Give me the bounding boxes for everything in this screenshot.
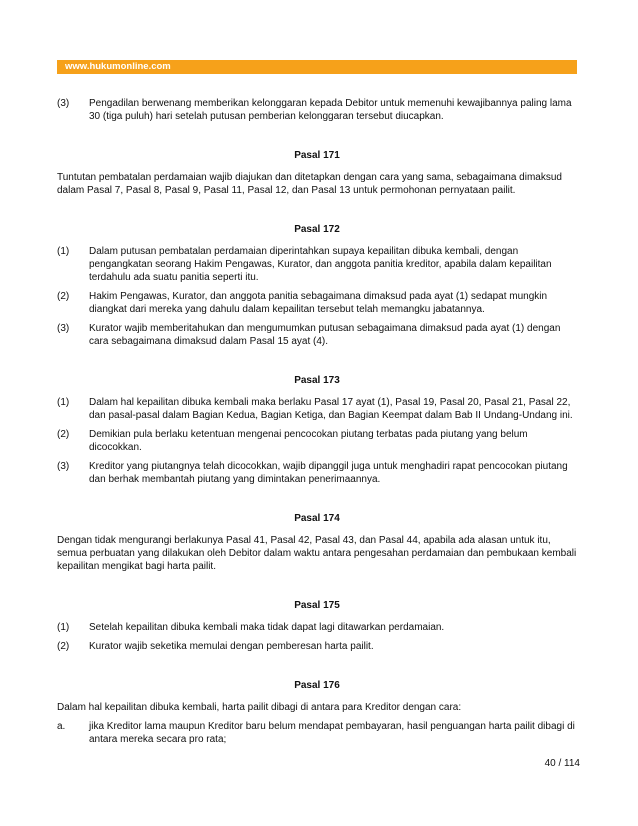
article-heading: Pasal 174 — [294, 513, 340, 524]
list-item — [57, 640, 577, 653]
item-number: (1) — [57, 246, 70, 257]
site-banner — [57, 60, 577, 74]
list-item — [57, 290, 577, 316]
article-heading: Pasal 175 — [294, 600, 340, 611]
item-text: Kreditor yang piutangnya telah dicocokkan, wajib dipanggil juga untuk menghadiri rapat pencocokan piutang dan berhak membantah piutang yang dimintakan penerimaannya. — [89, 461, 568, 485]
item-number: a. — [57, 721, 66, 732]
item-number: (3) — [57, 98, 70, 109]
list-item — [57, 245, 577, 284]
item-number: (2) — [57, 641, 70, 652]
item-number: (3) — [57, 461, 70, 472]
list-item — [57, 97, 577, 123]
paragraph: Dengan tidak mengurangi berlakunya Pasal 41, Pasal 42, Pasal 43, dan Pasal 44, apabila ada alasan untuk itu, semua perbuatan yang dilakukan oleh Debitor dalam waktu antara pengesahan perdamaian dan pembukaan kembali kepailitan mengikat bagi harta pailit. — [57, 535, 577, 572]
item-text: Kurator wajib memberitahukan dan mengumumkan putusan sebagaimana dimaksud pada ayat (1) dengan cara sebagaimana dimaksud dalam Pasal 15 ayat (4). — [89, 323, 561, 347]
article-heading: Pasal 176 — [294, 680, 340, 691]
item-text: Kurator wajib seketika memulai dengan pemberesan harta pailit. — [89, 641, 374, 652]
list-item — [57, 396, 577, 422]
article-heading: Pasal 171 — [294, 150, 340, 161]
item-number: (1) — [57, 397, 70, 408]
article-heading: Pasal 173 — [294, 375, 340, 386]
item-text: Pengadilan berwenang memberikan kelonggaran kepada Debitor untuk memenuhi kewajibannya paling lama 30 (tiga puluh) hari setelah putusan pemberian kelonggaran tersebut diucapkan. — [89, 98, 572, 122]
list-item — [57, 460, 577, 486]
list-item — [57, 428, 577, 454]
site-url: www.hukumonline.com — [65, 61, 171, 72]
paragraph: Tuntutan pembatalan perdamaian wajib diajukan dan ditetapkan dengan cara yang sama, sebagaimana dimaksud dalam Pasal 7, Pasal 8, Pasal 9, Pasal 11, Pasal 12, dan Pasal 13 untuk permohonan pernyataan pailit. — [57, 172, 562, 196]
item-text: Hakim Pengawas, Kurator, dan anggota panitia sebagaimana dimaksud pada ayat (1) sedapat mungkin diangkat dari mereka yang dahulu dalam kepailitan tersebut telah memangku jabatannya. — [89, 291, 548, 315]
page-number: 40 / 114 — [544, 758, 580, 769]
item-text: Demikian pula berlaku ketentuan mengenai pencocokan piutang terbatas pada piutang yang belum dicocokkan. — [89, 429, 528, 453]
list-item — [57, 720, 577, 746]
item-text: jika Kreditor lama maupun Kreditor baru belum mendapat pembayaran, hasil penguangan harta pailit dibagi di antara mereka secara pro rata; — [89, 721, 575, 745]
item-text: Setelah kepailitan dibuka kembali maka tidak dapat lagi ditawarkan perdamaian. — [89, 622, 445, 633]
item-text: Dalam hal kepailitan dibuka kembali maka berlaku Pasal 17 ayat (1), Pasal 19, Pasal 20, Pasal 21, Pasal 22, dan pasal-pasal dalam Bagian Kedua, Bagian Ketiga, dan Bagian Keempat dalam Bab II Undang-Undang ini. — [89, 397, 573, 421]
item-number: (3) — [57, 323, 70, 334]
paragraph: Dalam hal kepailitan dibuka kembali, harta pailit dibagi di antara para Kreditor dengan cara: — [57, 702, 462, 713]
document-body — [57, 97, 577, 752]
list-item — [57, 621, 577, 634]
article-heading: Pasal 172 — [294, 224, 340, 235]
list-item — [57, 322, 577, 348]
item-number: (2) — [57, 291, 70, 302]
item-text: Dalam putusan pembatalan perdamaian diperintahkan supaya kepailitan dibuka kembali, dengan pengangkatan seorang Hakim Pengawas, Kurator, dan anggota panitia kreditor, apabila dalam kepailitan terdahulu ada suatu panitia seperti itu. — [89, 246, 552, 283]
item-number: (2) — [57, 429, 70, 440]
item-number: (1) — [57, 622, 70, 633]
